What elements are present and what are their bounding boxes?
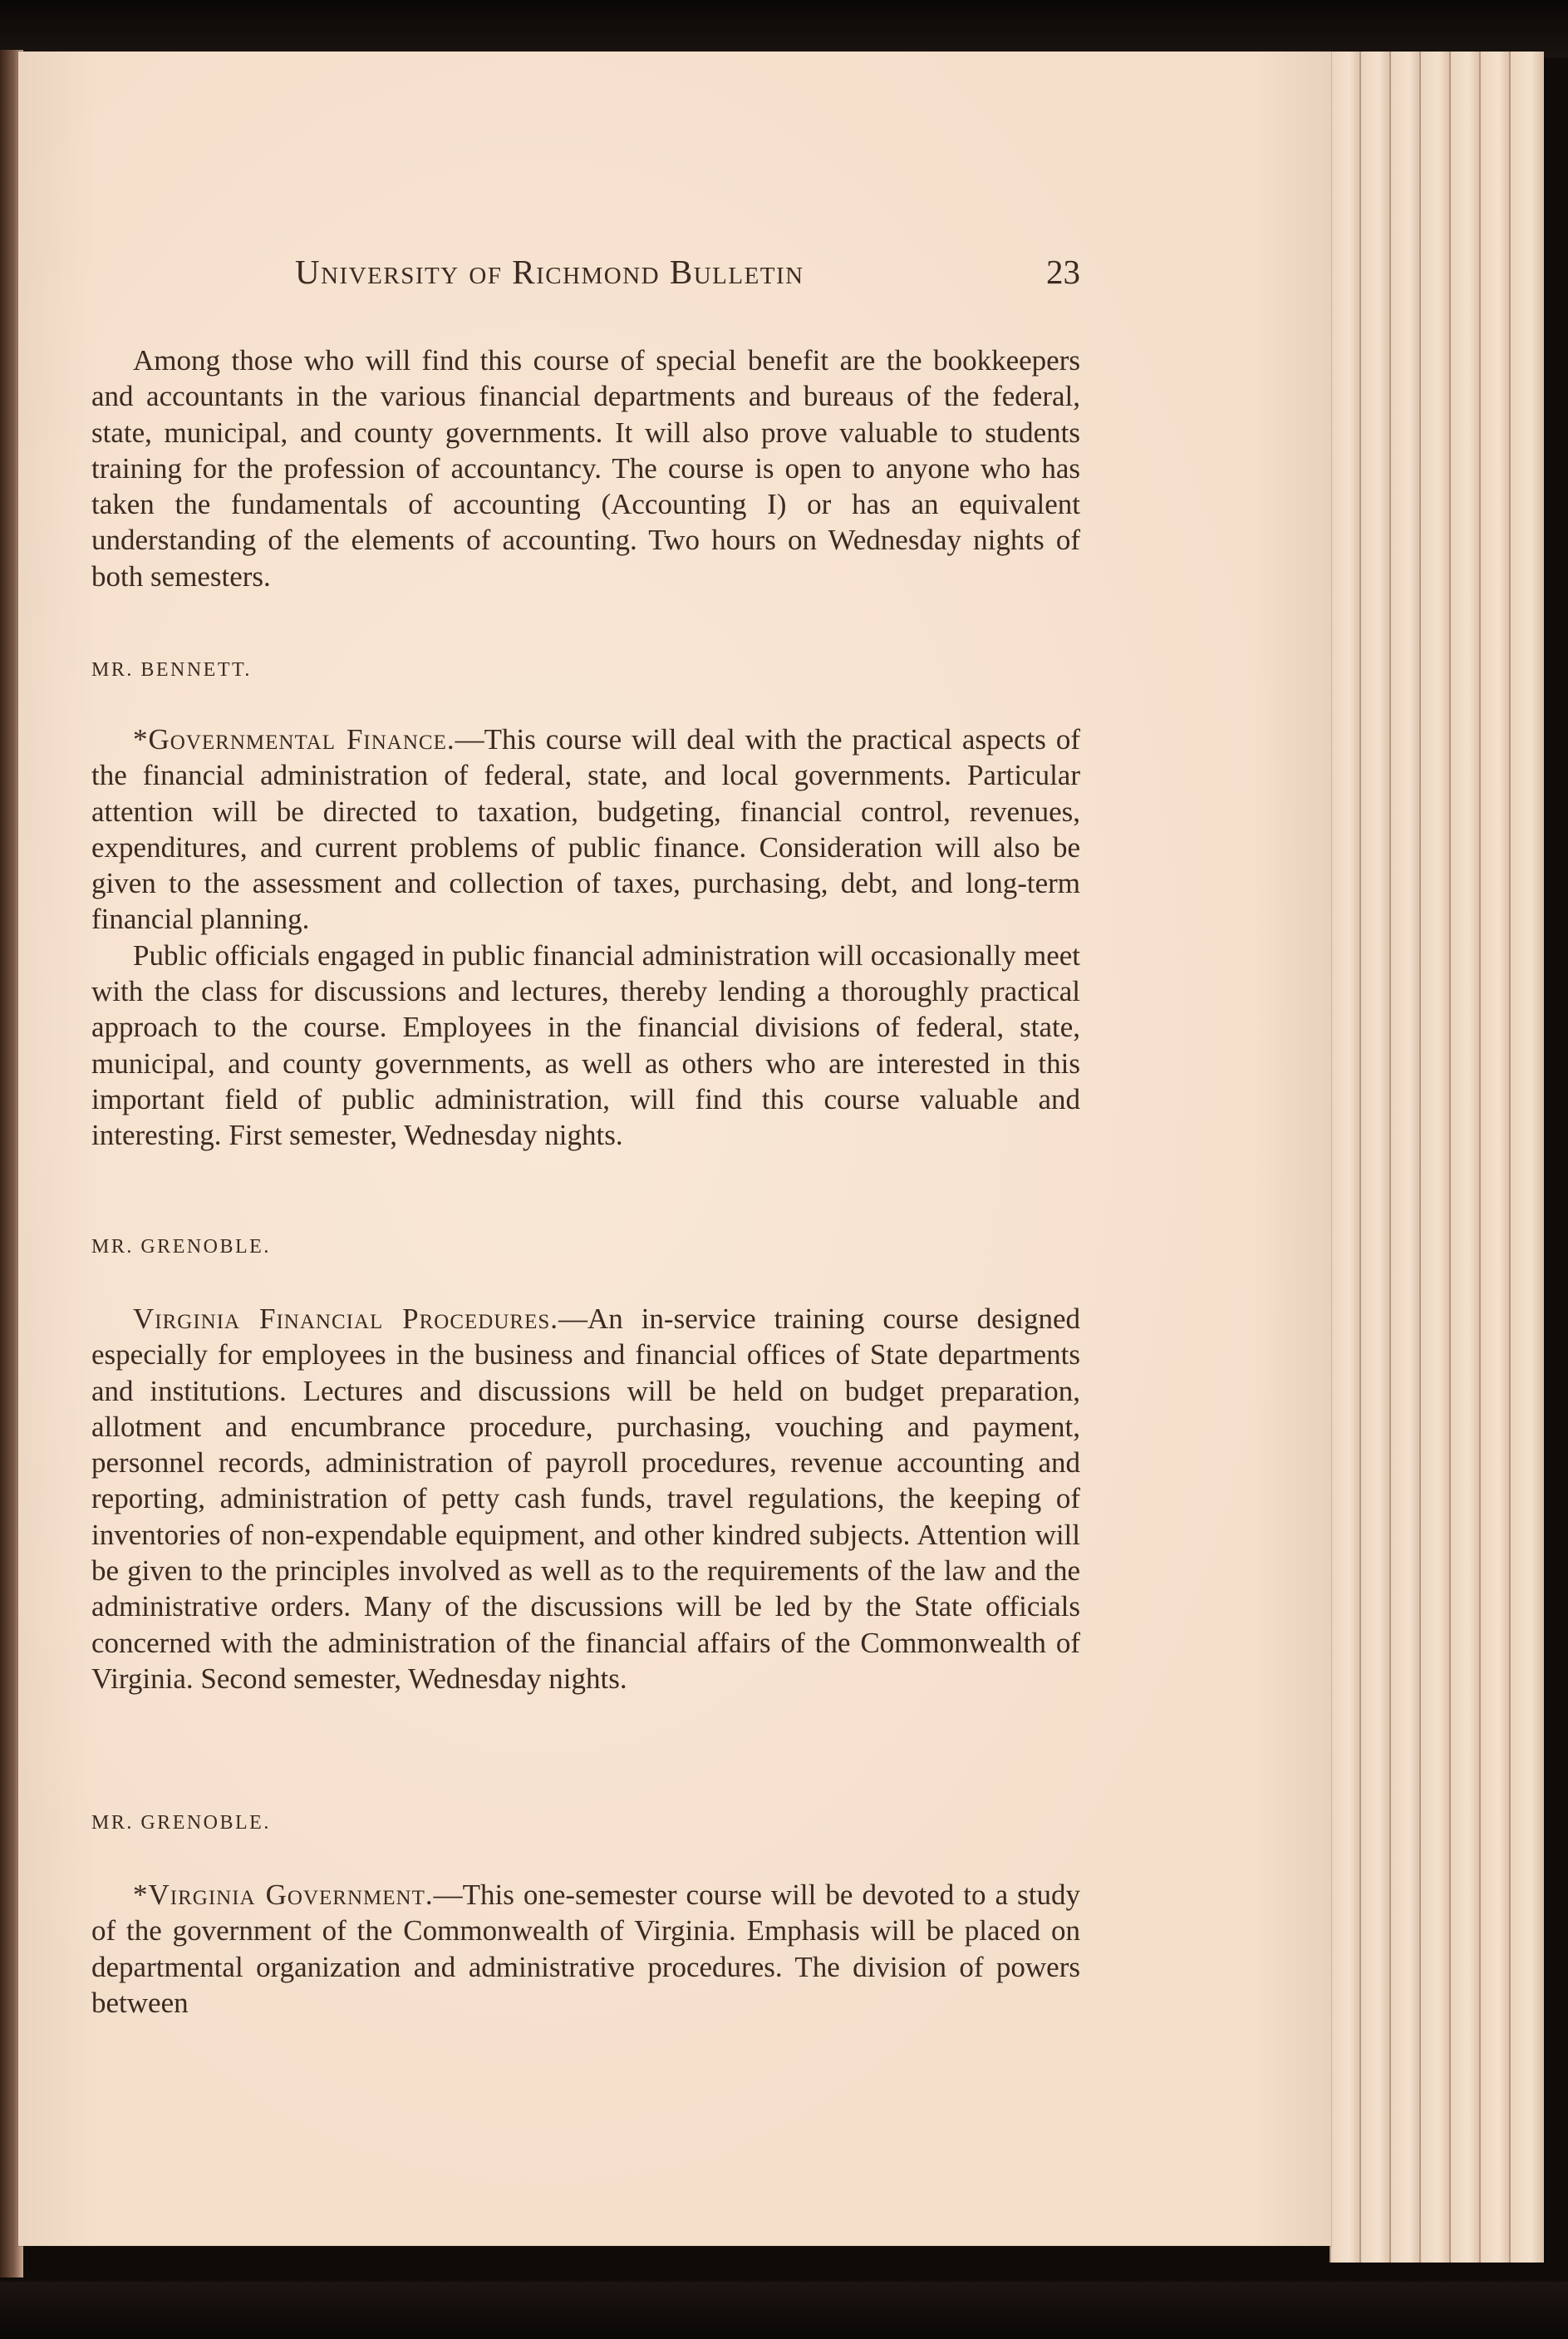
page-edge [1449,52,1481,2263]
instructor-block [91,1236,1080,1258]
instructor-name: MR. GRENOBLE. [91,1236,271,1258]
instructor-block [91,659,1080,682]
course-description: —This course will deal with the practical aspects of the financial administration of federal, state, and local governments. Particular attention will be directed to taxation, budgeting, financial control, revenues, expenditures, and current problems of public finance. Consideration will also be given to the assessment and collection of taxes, purchasing, debt, and long-term financial planning. [91,723,1080,936]
page-edge [1479,52,1511,2263]
page-edge [1419,52,1451,2263]
course-section-continued [91,342,1080,594]
course-paragraph [91,1301,1080,1696]
instructor-block [91,1812,1080,1834]
scan-top-border [0,0,1568,58]
course-title: *Virginia Government. [133,1879,434,1911]
running-header [295,252,1080,302]
instructor-name: MR. GRENOBLE. [91,1812,271,1834]
scan-bottom-border [0,2282,1568,2339]
page-edge [1389,52,1421,2263]
page-edge [1509,52,1544,2263]
body-paragraph: Among those who will find this course of special benefit are the bookkeepers and accountants in the various financial departments and bureaus of the federal, state, municipal, and county governments. It will also prove valuable to students training for the profession of accountancy. The course is open to anyone who has taken the fundamentals of accounting (Accounting I) or has an equivalent understanding of the elements of accounting. Two hours on Wednesday nights of both semesters. [91,344,1080,593]
course-title: *Governmental Finance. [133,723,455,756]
course-description: —This one-semester course will be devoted to a study of the government of the Commonwealth of Virginia. Emphasis will be placed on departmental organization and administrative procedures. The division of powers between [91,1879,1080,2019]
course-virginia-government [91,1877,1080,2021]
body-paragraph: Public officials engaged in public financial administration will occasionally meet with the class for discussions and lectures, thereby lending a thoroughly practical approach to the course. Employees in the financial divisions of federal, state, municipal, and county governments, as well as others who are interested in this important field of public administration, will find this course valuable and interesting. First semester, Wednesday nights. [91,938,1080,1152]
course-paragraph [91,721,1080,938]
page-edge [1359,52,1391,2263]
page-number: 23 [1046,253,1080,291]
course-description: —An in-service training course designed especially for employees in the business and financial offices of State departments and institutions. Lectures and discussions will be held on budget preparation, allotment and encumbrance procedure, purchasing, vouching and payment, personnel records, administration of payroll procedures, revenue accounting and reporting, administration of petty cash funds, travel regulations, the keeping of inventories of non-expendable equipment, and other kindred subjects. Attention will be given to the principles involved as well as to the requirements of the law and the administrative orders. Many of the discussions will be led by the State officials concerned with the administration of the financial affairs of the Commonwealth of Virginia. Second semester, Wednesday nights. [91,1302,1080,1695]
course-governmental-finance [91,721,1080,1154]
instructor-name: MR. BENNETT. [91,659,252,681]
running-title: University of Richmond Bulletin [295,253,804,291]
page-edge [1330,52,1361,2263]
course-title: Virginia Financial Procedures. [133,1302,559,1335]
course-virginia-financial-procedures [91,1301,1080,1696]
course-paragraph [91,1877,1080,2021]
